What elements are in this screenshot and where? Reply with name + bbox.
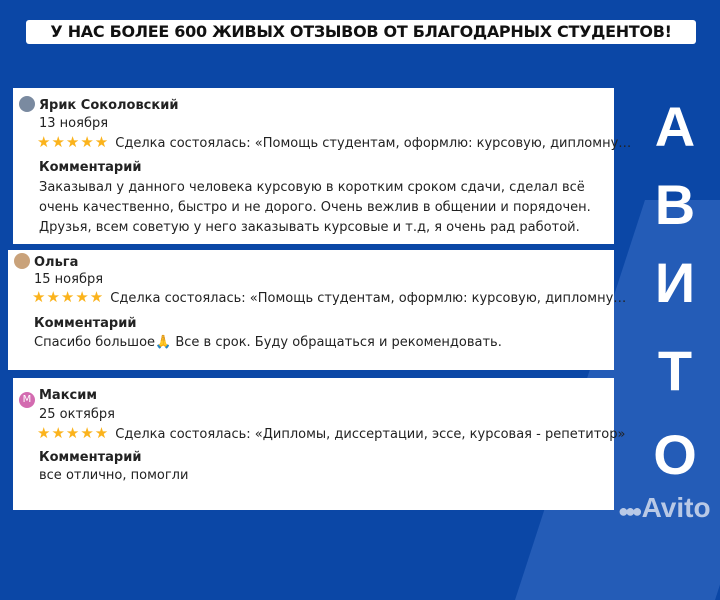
comment-text: Заказывал у данного человека курсовую в коротким сроком сдачи, сделал всё очень качественно, быстро и не дорого. Очень вежлив в общении и порядочен. Друзья, всем советую у него заказывать курсовые и т.д, я очень рад работой.	[39, 180, 591, 235]
reviewer-name: Ярик Соколовский	[39, 98, 179, 113]
review-card	[8, 250, 627, 370]
side-letter: И	[654, 251, 696, 314]
deal-text: Сделка состоялась: «Помощь студентам, оформлю: курсовую, дипломну…	[115, 136, 632, 151]
comment-text: все отлично, помогли	[39, 468, 189, 483]
comment-text: Спасибо большое🙏 Все в срок. Буду обращаться и рекомендовать.	[34, 335, 502, 350]
star-rating-icon: ★★★★★	[37, 424, 110, 442]
side-letter: В	[654, 173, 696, 236]
avito-logo: ●●● Avito	[618, 492, 711, 523]
review-card	[13, 88, 632, 244]
avito-dots-icon: ●●●	[618, 501, 639, 521]
reviewer-name: Ольга	[34, 255, 79, 270]
comment-label: Комментарий	[39, 450, 142, 465]
reviewer-name: Максим	[39, 388, 97, 403]
comment-label: Комментарий	[34, 316, 137, 331]
review-date: 25 октября	[39, 407, 115, 422]
banner-headline: У НАС БОЛЕЕ 600 ЖИВЫХ ОТЗЫВОВ ОТ БЛАГОДАРНЫХ СТУДЕНТОВ!	[26, 20, 696, 44]
deal-text: Сделка состоялась: «Помощь студентам, оформлю: курсовую, дипломну…	[110, 291, 627, 306]
side-letter: А	[654, 95, 696, 158]
star-rating-icon: ★★★★★	[32, 288, 105, 306]
review-card	[13, 378, 626, 510]
review-date: 13 ноября	[39, 116, 109, 131]
review-date: 15 ноября	[34, 272, 104, 287]
comment-label: Комментарий	[39, 160, 142, 175]
avatar	[14, 253, 30, 269]
avatar	[19, 96, 35, 112]
star-rating-icon: ★★★★★	[37, 133, 110, 151]
avatar: М	[19, 392, 35, 408]
deal-text: Сделка состоялась: «Дипломы, диссертации, эссе, курсовая - репетитор»	[115, 427, 626, 442]
side-letter: Т	[657, 339, 693, 402]
side-letter: О	[653, 423, 697, 486]
